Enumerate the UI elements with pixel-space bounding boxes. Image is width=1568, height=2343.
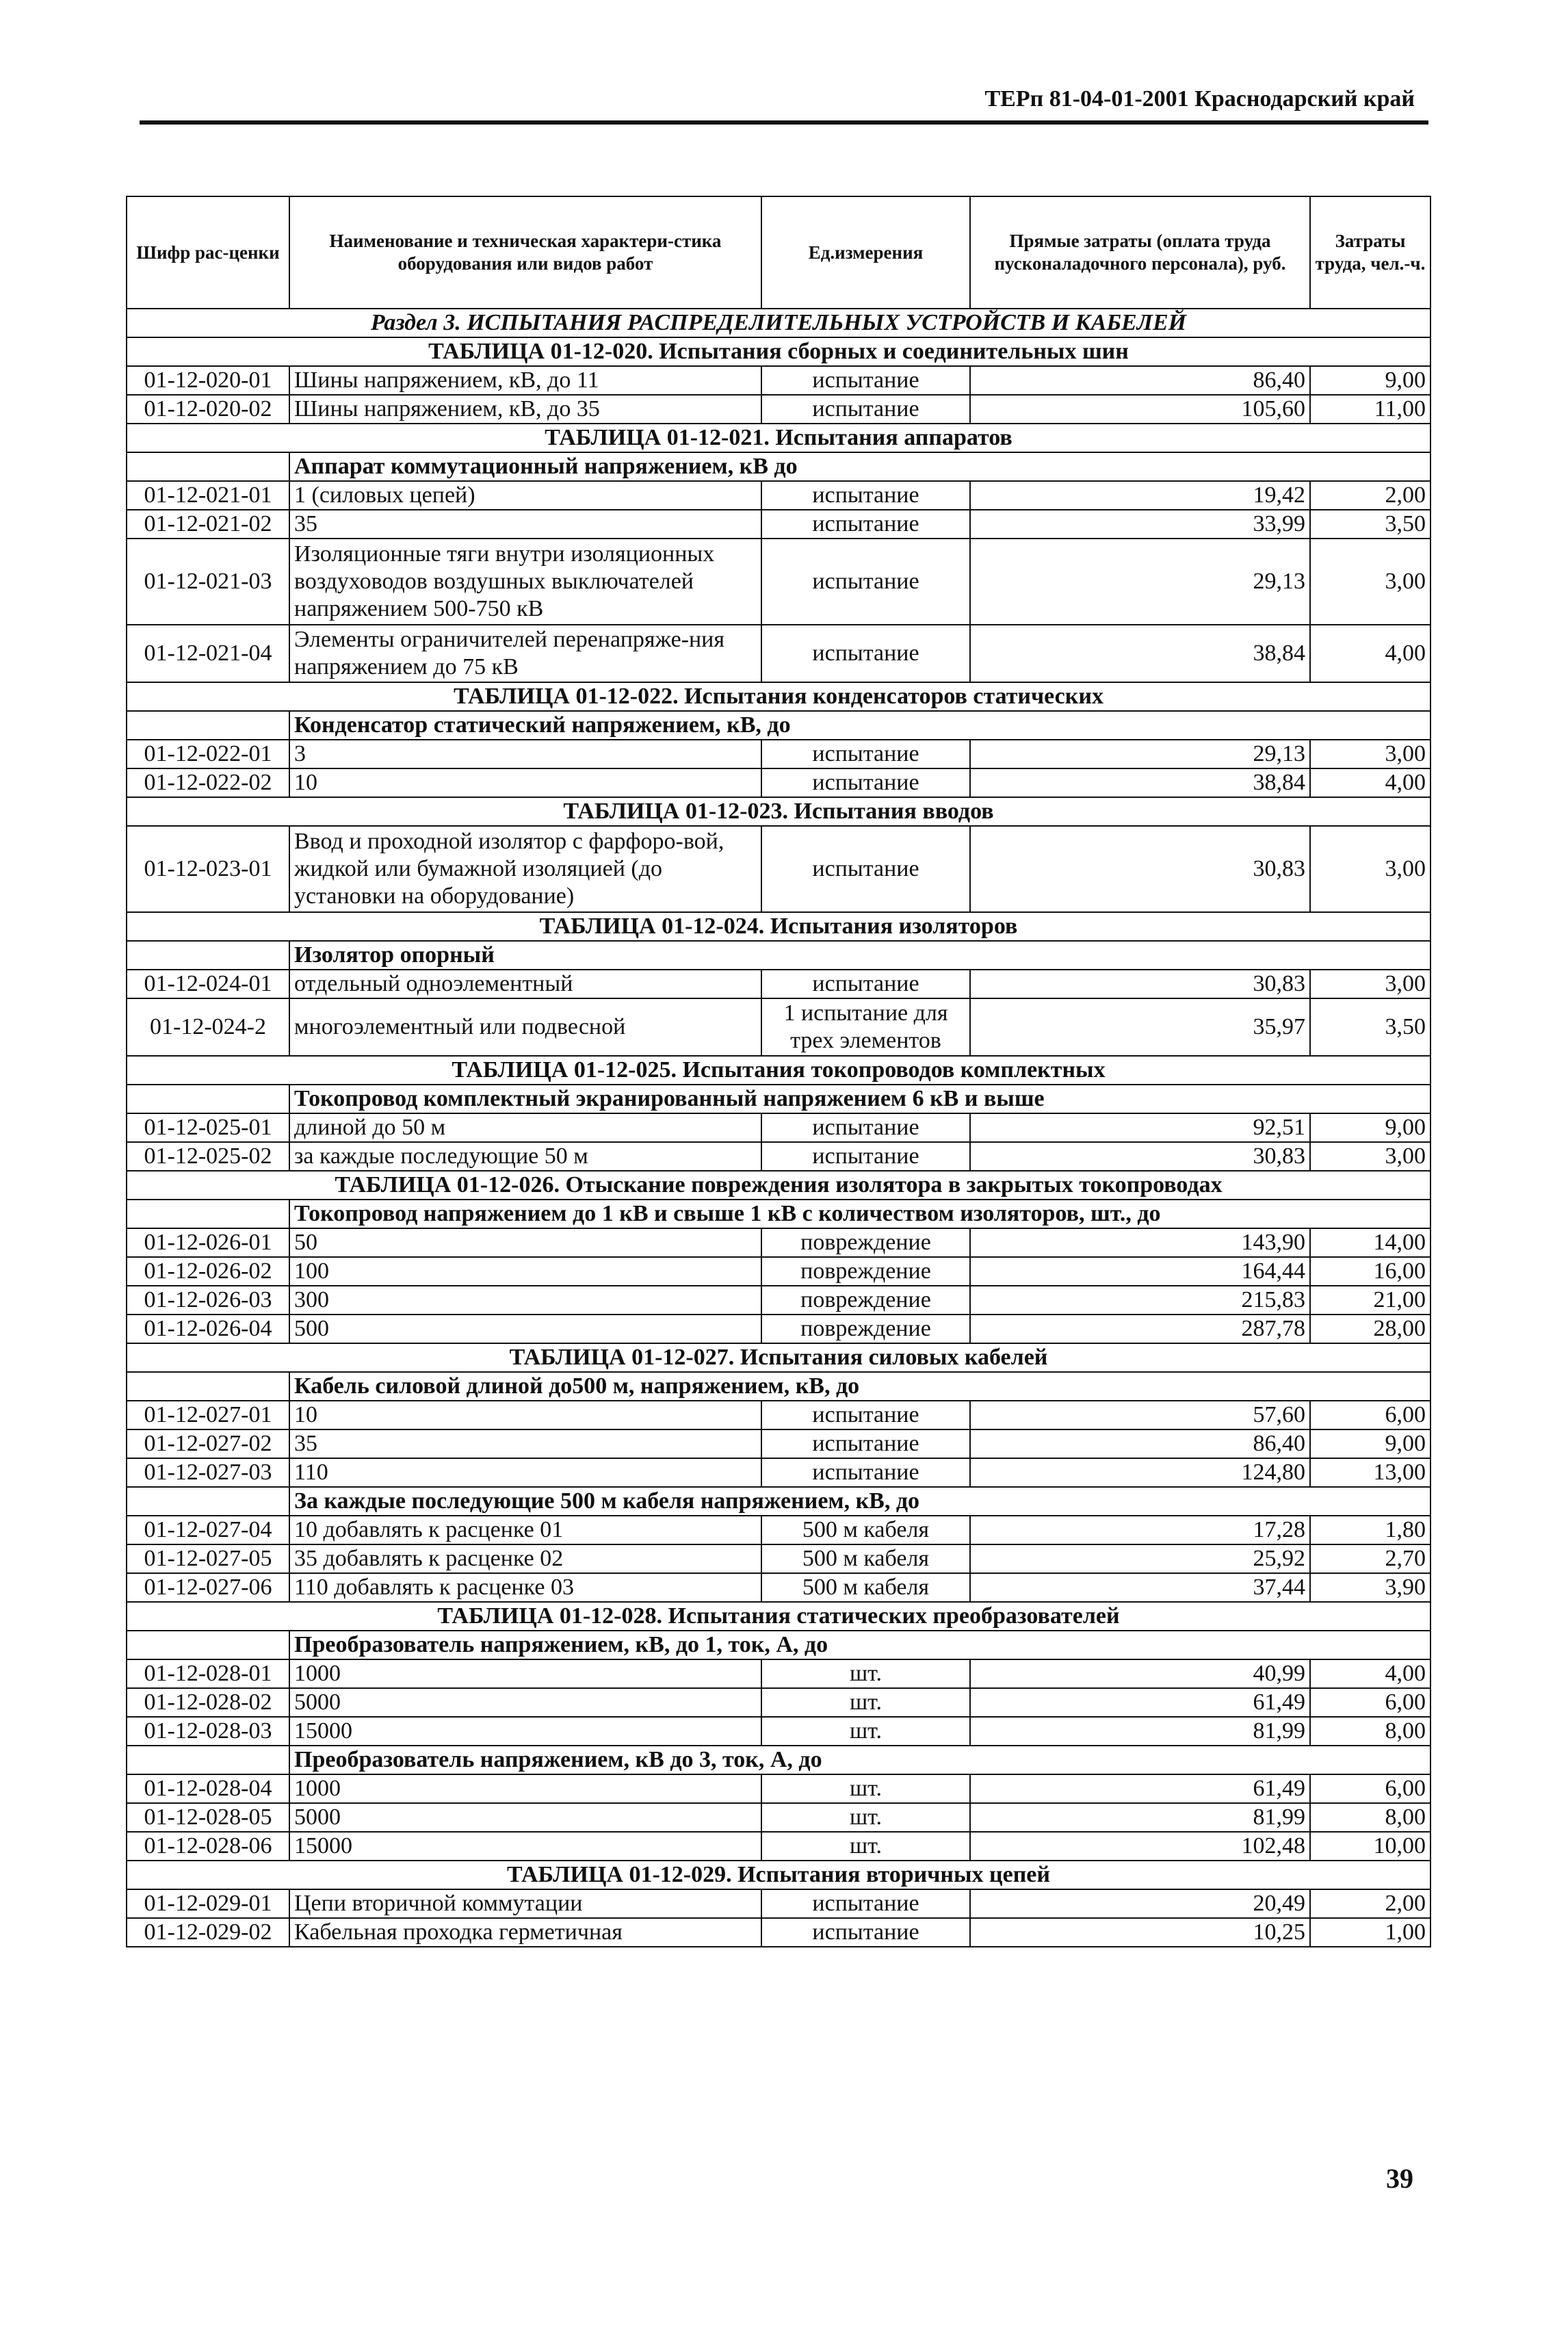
labor-cost: 3,00 <box>1310 740 1430 768</box>
unit-of-measure: испытание <box>761 740 970 768</box>
rate-code: 01-12-028-04 <box>127 1774 289 1803</box>
unit-of-measure: повреждение <box>761 1228 970 1257</box>
labor-cost: 1,80 <box>1310 1516 1430 1544</box>
unit-of-measure: шт. <box>761 1717 970 1746</box>
subhead-spacer <box>127 1200 289 1228</box>
rate-code: 01-12-025-01 <box>127 1113 289 1142</box>
labor-cost: 2,00 <box>1310 1889 1430 1918</box>
table-row <box>127 768 1430 797</box>
subhead-row <box>127 1631 1430 1659</box>
subhead-spacer <box>127 1085 289 1113</box>
table-title: ТАБЛИЦА 01-12-020. Испытания сборных и соединительных шин <box>127 337 1430 366</box>
table-row <box>127 1774 1430 1803</box>
direct-cost: 38,84 <box>970 768 1310 797</box>
table-title-row <box>127 424 1430 452</box>
rate-code: 01-12-023-01 <box>127 826 289 912</box>
work-description: 35 добавлять к расценке 02 <box>289 1544 761 1573</box>
column-header-row <box>127 196 1430 309</box>
table-row <box>127 1516 1430 1544</box>
table-title-row <box>127 1171 1430 1200</box>
rate-code: 01-12-020-02 <box>127 395 289 424</box>
subhead-text: Преобразователь напряжением, кВ до 3, ток, А, до <box>289 1746 1430 1774</box>
rate-code: 01-12-026-02 <box>127 1257 289 1286</box>
col-header-cost: Прямые затраты (оплата труда пусконаладочного персонала), руб. <box>970 196 1310 309</box>
table-row <box>127 1803 1430 1832</box>
labor-cost: 6,00 <box>1310 1688 1430 1717</box>
work-description: 500 <box>289 1315 761 1343</box>
rate-code: 01-12-022-02 <box>127 768 289 797</box>
direct-cost: 102,48 <box>970 1832 1310 1861</box>
table-row <box>127 1113 1430 1142</box>
header-rule <box>140 120 1428 125</box>
unit-of-measure: испытание <box>761 768 970 797</box>
unit-of-measure: шт. <box>761 1803 970 1832</box>
rate-code: 01-12-020-01 <box>127 366 289 395</box>
rate-code: 01-12-024-01 <box>127 970 289 998</box>
direct-cost: 33,99 <box>970 510 1310 539</box>
table-body <box>127 309 1430 1947</box>
table-title-row <box>127 682 1430 711</box>
work-description: Элементы ограничителей перенапряже-ния напряжением до 75 кВ <box>289 625 761 682</box>
table-row <box>127 1429 1430 1458</box>
direct-cost: 86,40 <box>970 1429 1310 1458</box>
unit-of-measure: испытание <box>761 1429 970 1458</box>
unit-of-measure: испытание <box>761 1458 970 1487</box>
direct-cost: 86,40 <box>970 366 1310 395</box>
unit-of-measure: шт. <box>761 1774 970 1803</box>
labor-cost: 8,00 <box>1310 1803 1430 1832</box>
labor-cost: 9,00 <box>1310 366 1430 395</box>
direct-cost: 37,44 <box>970 1573 1310 1602</box>
work-description: 35 <box>289 1429 761 1458</box>
work-description: 5000 <box>289 1803 761 1832</box>
table-row <box>127 740 1430 768</box>
subhead-row <box>127 941 1430 970</box>
subhead-text: Аппарат коммутационный напряжением, кВ до <box>289 452 1430 481</box>
direct-cost: 25,92 <box>970 1544 1310 1573</box>
table-row <box>127 1257 1430 1286</box>
work-description: 15000 <box>289 1832 761 1861</box>
rate-code: 01-12-021-03 <box>127 539 289 625</box>
table-row <box>127 1832 1430 1861</box>
labor-cost: 28,00 <box>1310 1315 1430 1343</box>
unit-of-measure: испытание <box>761 826 970 912</box>
rate-code: 01-12-028-01 <box>127 1659 289 1688</box>
work-description: отдельный одноэлементный <box>289 970 761 998</box>
subhead-text: Изолятор опорный <box>289 941 1430 970</box>
table-title: ТАБЛИЦА 01-12-027. Испытания силовых кабелей <box>127 1343 1430 1372</box>
table-title: ТАБЛИЦА 01-12-025. Испытания токопроводов комплектных <box>127 1056 1430 1085</box>
unit-of-measure: испытание <box>761 366 970 395</box>
unit-of-measure: испытание <box>761 625 970 682</box>
table-row <box>127 366 1430 395</box>
unit-of-measure: 1 испытание для трех элементов <box>761 998 970 1056</box>
direct-cost: 30,83 <box>970 1142 1310 1171</box>
subhead-spacer <box>127 711 289 740</box>
table-title: ТАБЛИЦА 01-12-022. Испытания конденсаторов статических <box>127 682 1430 711</box>
page-number: 39 <box>1386 2163 1413 2194</box>
labor-cost: 21,00 <box>1310 1286 1430 1315</box>
unit-of-measure: испытание <box>761 1401 970 1429</box>
work-description: многоэлементный или подвесной <box>289 998 761 1056</box>
work-description: Шины напряжением, кВ, до 11 <box>289 366 761 395</box>
direct-cost: 164,44 <box>970 1257 1310 1286</box>
subhead-spacer <box>127 941 289 970</box>
work-description: 15000 <box>289 1717 761 1746</box>
section-title: Раздел 3. ИСПЫТАНИЯ РАСПРЕДЕЛИТЕЛЬНЫХ УСТРОЙСТВ И КАБЕЛЕЙ <box>127 309 1430 337</box>
labor-cost: 6,00 <box>1310 1401 1430 1429</box>
rate-code: 01-12-027-01 <box>127 1401 289 1429</box>
subhead-spacer <box>127 1746 289 1774</box>
work-description: 10 добавлять к расценке 01 <box>289 1516 761 1544</box>
rate-code: 01-12-028-03 <box>127 1717 289 1746</box>
work-description: 5000 <box>289 1688 761 1717</box>
direct-cost: 105,60 <box>970 395 1310 424</box>
work-description: 10 <box>289 1401 761 1429</box>
table-title-row <box>127 1602 1430 1631</box>
rate-code: 01-12-029-01 <box>127 1889 289 1918</box>
unit-of-measure: испытание <box>761 395 970 424</box>
subhead-spacer <box>127 1372 289 1401</box>
labor-cost: 3,50 <box>1310 510 1430 539</box>
direct-cost: 81,99 <box>970 1803 1310 1832</box>
document-header: ТЕРп 81-04-01-2001 Краснодарский край <box>984 86 1415 112</box>
table-row <box>127 510 1430 539</box>
unit-of-measure: испытание <box>761 1889 970 1918</box>
work-description: Изоляционные тяги внутри изоляционных воздуховодов воздушных выключателей напряжением 500-750 кВ <box>289 539 761 625</box>
direct-cost: 92,51 <box>970 1113 1310 1142</box>
table-row <box>127 1286 1430 1315</box>
rate-code: 01-12-027-05 <box>127 1544 289 1573</box>
unit-of-measure: испытание <box>761 539 970 625</box>
labor-cost: 3,00 <box>1310 970 1430 998</box>
col-header-name: Наименование и техническая характери-стика оборудования или видов работ <box>289 196 761 309</box>
direct-cost: 287,78 <box>970 1315 1310 1343</box>
labor-cost: 9,00 <box>1310 1113 1430 1142</box>
subhead-row <box>127 1200 1430 1228</box>
direct-cost: 40,99 <box>970 1659 1310 1688</box>
unit-of-measure: испытание <box>761 481 970 510</box>
direct-cost: 29,13 <box>970 539 1310 625</box>
unit-of-measure: 500 м кабеля <box>761 1573 970 1602</box>
unit-of-measure: 500 м кабеля <box>761 1516 970 1544</box>
subhead-spacer <box>127 1631 289 1659</box>
subhead-row <box>127 1746 1430 1774</box>
rate-code: 01-12-028-02 <box>127 1688 289 1717</box>
labor-cost: 8,00 <box>1310 1717 1430 1746</box>
rate-code: 01-12-029-02 <box>127 1918 289 1947</box>
table-row <box>127 1918 1430 1947</box>
direct-cost: 30,83 <box>970 826 1310 912</box>
subhead-row <box>127 1372 1430 1401</box>
table-row <box>127 481 1430 510</box>
rate-code: 01-12-024-2 <box>127 998 289 1056</box>
table-title-row <box>127 797 1430 826</box>
table-title-row <box>127 337 1430 366</box>
unit-of-measure: повреждение <box>761 1315 970 1343</box>
work-description: Шины напряжением, кВ, до 35 <box>289 395 761 424</box>
labor-cost: 16,00 <box>1310 1257 1430 1286</box>
work-description: 300 <box>289 1286 761 1315</box>
unit-of-measure: повреждение <box>761 1257 970 1286</box>
table-row <box>127 826 1430 912</box>
rate-code: 01-12-022-01 <box>127 740 289 768</box>
table-row <box>127 1717 1430 1746</box>
unit-of-measure: испытание <box>761 1142 970 1171</box>
work-description: Ввод и проходной изолятор с фарфоро-вой, жидкой или бумажной изоляцией (до установки на оборудование) <box>289 826 761 912</box>
subhead-row <box>127 711 1430 740</box>
table-title-row <box>127 1056 1430 1085</box>
direct-cost: 57,60 <box>970 1401 1310 1429</box>
work-description: Цепи вторичной коммутации <box>289 1889 761 1918</box>
work-description: 35 <box>289 510 761 539</box>
unit-of-measure: испытание <box>761 510 970 539</box>
rate-code: 01-12-027-02 <box>127 1429 289 1458</box>
unit-of-measure: шт. <box>761 1659 970 1688</box>
work-description: 1000 <box>289 1774 761 1803</box>
work-description: 10 <box>289 768 761 797</box>
subhead-text: Токопровод комплектный экранированный напряжением 6 кВ и выше <box>289 1085 1430 1113</box>
labor-cost: 3,00 <box>1310 1142 1430 1171</box>
table-row <box>127 539 1430 625</box>
labor-cost: 10,00 <box>1310 1832 1430 1861</box>
unit-of-measure: шт. <box>761 1688 970 1717</box>
table-row <box>127 1142 1430 1171</box>
direct-cost: 38,84 <box>970 625 1310 682</box>
labor-cost: 9,00 <box>1310 1429 1430 1458</box>
subhead-text: Кабель силовой длиной до500 м, напряжением, кВ, до <box>289 1372 1430 1401</box>
subhead-spacer <box>127 452 289 481</box>
table-title: ТАБЛИЦА 01-12-023. Испытания вводов <box>127 797 1430 826</box>
rate-code: 01-12-025-02 <box>127 1142 289 1171</box>
subhead-text: Токопровод напряжением до 1 кВ и свыше 1 кВ с количеством изоляторов, шт., до <box>289 1200 1430 1228</box>
direct-cost: 215,83 <box>970 1286 1310 1315</box>
table-row <box>127 1228 1430 1257</box>
table-title: ТАБЛИЦА 01-12-026. Отыскание повреждения изолятора в закрытых токопроводах <box>127 1171 1430 1200</box>
work-description: 1000 <box>289 1659 761 1688</box>
table-row <box>127 1889 1430 1918</box>
rate-code: 01-12-026-03 <box>127 1286 289 1315</box>
table-title-row <box>127 1861 1430 1889</box>
table-row <box>127 625 1430 682</box>
direct-cost: 17,28 <box>970 1516 1310 1544</box>
labor-cost: 4,00 <box>1310 768 1430 797</box>
table-row <box>127 1544 1430 1573</box>
rate-code: 01-12-021-01 <box>127 481 289 510</box>
direct-cost: 61,49 <box>970 1774 1310 1803</box>
work-description: 110 <box>289 1458 761 1487</box>
work-description: за каждые последующие 50 м <box>289 1142 761 1171</box>
labor-cost: 4,00 <box>1310 625 1430 682</box>
work-description: 50 <box>289 1228 761 1257</box>
section-row <box>127 309 1430 337</box>
table-title: ТАБЛИЦА 01-12-021. Испытания аппаратов <box>127 424 1430 452</box>
direct-cost: 124,80 <box>970 1458 1310 1487</box>
subhead-spacer <box>127 1487 289 1516</box>
rate-code: 01-12-026-01 <box>127 1228 289 1257</box>
table-row <box>127 395 1430 424</box>
labor-cost: 2,00 <box>1310 481 1430 510</box>
direct-cost: 29,13 <box>970 740 1310 768</box>
direct-cost: 20,49 <box>970 1889 1310 1918</box>
direct-cost: 19,42 <box>970 481 1310 510</box>
table-title: ТАБЛИЦА 01-12-029. Испытания вторичных цепей <box>127 1861 1430 1889</box>
subhead-row <box>127 1085 1430 1113</box>
table-row <box>127 1688 1430 1717</box>
rate-code: 01-12-021-02 <box>127 510 289 539</box>
labor-cost: 3,90 <box>1310 1573 1430 1602</box>
labor-cost: 11,00 <box>1310 395 1430 424</box>
unit-of-measure: испытание <box>761 970 970 998</box>
subhead-text: Преобразователь напряжением, кВ, до 1, ток, А, до <box>289 1631 1430 1659</box>
table-row <box>127 1659 1430 1688</box>
labor-cost: 3,50 <box>1310 998 1430 1056</box>
table-row <box>127 998 1430 1056</box>
unit-of-measure: 500 м кабеля <box>761 1544 970 1573</box>
direct-cost: 61,49 <box>970 1688 1310 1717</box>
labor-cost: 4,00 <box>1310 1659 1430 1688</box>
direct-cost: 81,99 <box>970 1717 1310 1746</box>
direct-cost: 143,90 <box>970 1228 1310 1257</box>
table-title: ТАБЛИЦА 01-12-024. Испытания изоляторов <box>127 912 1430 941</box>
labor-cost: 3,00 <box>1310 539 1430 625</box>
labor-cost: 1,00 <box>1310 1918 1430 1947</box>
table-row <box>127 1458 1430 1487</box>
table-title-row <box>127 1343 1430 1372</box>
col-header-code: Шифр рас-ценки <box>127 196 289 309</box>
table-title: ТАБЛИЦА 01-12-028. Испытания статических преобразователей <box>127 1602 1430 1631</box>
direct-cost: 10,25 <box>970 1918 1310 1947</box>
subhead-text: За каждые последующие 500 м кабеля напряжением, кВ, до <box>289 1487 1430 1516</box>
table-row <box>127 1401 1430 1429</box>
rate-code: 01-12-021-04 <box>127 625 289 682</box>
rate-code: 01-12-028-05 <box>127 1803 289 1832</box>
labor-cost: 2,70 <box>1310 1544 1430 1573</box>
unit-of-measure: шт. <box>761 1832 970 1861</box>
work-description: 3 <box>289 740 761 768</box>
unit-of-measure: испытание <box>761 1113 970 1142</box>
work-description: 1 (силовых цепей) <box>289 481 761 510</box>
labor-cost: 13,00 <box>1310 1458 1430 1487</box>
table-row <box>127 1315 1430 1343</box>
rate-code: 01-12-028-06 <box>127 1832 289 1861</box>
table-title-row <box>127 912 1430 941</box>
col-header-unit: Ед.измерения <box>761 196 970 309</box>
direct-cost: 30,83 <box>970 970 1310 998</box>
subhead-row <box>127 452 1430 481</box>
rate-code: 01-12-027-06 <box>127 1573 289 1602</box>
work-description: длиной до 50 м <box>289 1113 761 1142</box>
work-description: 110 добавлять к расценке 03 <box>289 1573 761 1602</box>
subhead-row <box>127 1487 1430 1516</box>
work-description: 100 <box>289 1257 761 1286</box>
rate-code: 01-12-027-04 <box>127 1516 289 1544</box>
unit-of-measure: повреждение <box>761 1286 970 1315</box>
rate-code: 01-12-026-04 <box>127 1315 289 1343</box>
labor-cost: 14,00 <box>1310 1228 1430 1257</box>
col-header-labor: Затраты труда, чел.-ч. <box>1310 196 1430 309</box>
direct-cost: 35,97 <box>970 998 1310 1056</box>
rate-code: 01-12-027-03 <box>127 1458 289 1487</box>
price-table <box>126 196 1431 1947</box>
labor-cost: 3,00 <box>1310 826 1430 912</box>
subhead-text: Конденсатор статический напряжением, кВ, до <box>289 711 1430 740</box>
table-row <box>127 970 1430 998</box>
unit-of-measure: испытание <box>761 1918 970 1947</box>
labor-cost: 6,00 <box>1310 1774 1430 1803</box>
work-description: Кабельная проходка герметичная <box>289 1918 761 1947</box>
table-row <box>127 1573 1430 1602</box>
